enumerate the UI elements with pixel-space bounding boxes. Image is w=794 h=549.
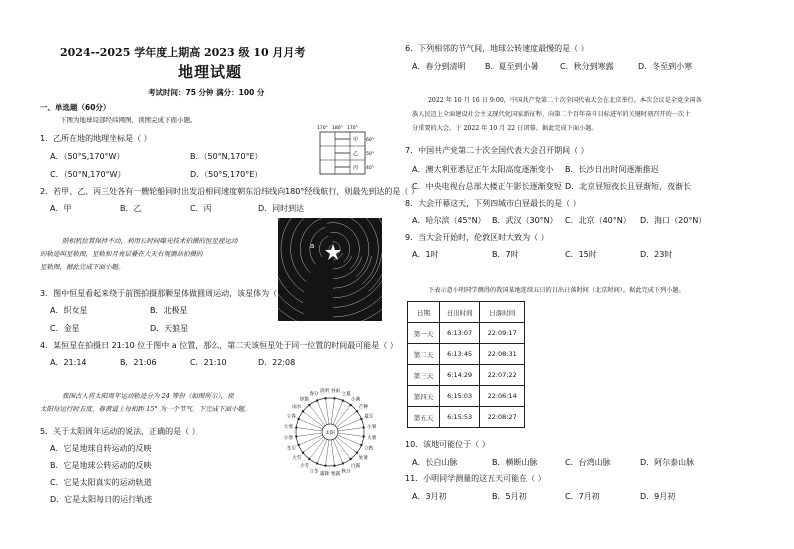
exam-info: 考试时间：75 分钟 满分：100 分 — [148, 88, 265, 97]
star-trail-photo — [278, 218, 382, 321]
solar-term-label: 小寒 — [283, 436, 293, 442]
solar-term-label: 冬至 — [286, 446, 296, 452]
option[interactable]: C．中央电视台总部大楼正午影长逐渐变短 — [412, 182, 562, 191]
term-spoke — [296, 433, 322, 436]
table-cell: 22:07:22 — [480, 365, 525, 386]
option[interactable]: B．它是地球公转运动的反映 — [50, 461, 152, 470]
star-trail-arc — [333, 256, 372, 288]
solar-term-label: 白露 — [350, 463, 361, 469]
table-cell: 6:13:45 — [439, 344, 479, 365]
grid-lat-label: 60° — [366, 138, 374, 143]
grid-point-label: 丙 — [353, 165, 359, 171]
intro-text: 下图为地球局部经纬网图，读图完成下面小题。 — [60, 116, 197, 124]
option[interactable]: D．同时到达 — [258, 204, 305, 213]
term-spoke — [326, 398, 329, 424]
question-stem: 1．乙所在地的地理坐标是（ ） — [40, 134, 152, 143]
table-header-cell: 日落时间 — [480, 302, 525, 323]
solar-term-label: 秋分 — [341, 469, 351, 475]
option[interactable]: B．夏至到小暑 — [485, 62, 539, 71]
term-spoke — [303, 411, 324, 427]
term-dot — [297, 418, 299, 420]
table-row — [408, 365, 525, 386]
grid-lon-label: 180° — [332, 126, 343, 131]
star-trail-arc — [278, 218, 316, 321]
term-dot — [308, 404, 310, 406]
option[interactable]: C．金星 — [50, 324, 80, 333]
sunrise-sunset-table — [407, 301, 525, 428]
star-trail-arc — [281, 218, 315, 292]
term-dot — [316, 462, 318, 464]
table-header-row — [408, 302, 525, 323]
table-cell: 6:15:53 — [439, 407, 479, 428]
option[interactable]: A．3月初 — [412, 492, 447, 501]
solar-term-label: 雨水 — [292, 405, 302, 411]
option[interactable]: A．它是地球自转运动的反映 — [50, 444, 152, 453]
table-cell: 22:06:14 — [480, 386, 525, 407]
question-stem: 10．该地可能位于（ ） — [405, 440, 490, 449]
star-trail-arc — [278, 218, 306, 321]
intro-text: 的轨迹叫星轨图，星轨和月亮层叠在大天右观测站拍摄的 — [40, 250, 203, 258]
term-dot — [363, 426, 365, 428]
term-dot — [349, 458, 351, 460]
north-star-icon — [325, 244, 341, 260]
term-dot — [302, 451, 304, 453]
table-cell: 第四天 — [408, 386, 440, 407]
question-stem: 9．当大会开始时，伦敦区时大致为（ ） — [405, 233, 549, 242]
option[interactable]: A．织女星 — [50, 306, 88, 315]
solar-term-label: 谷雨 — [330, 388, 341, 394]
option[interactable]: A．春分到清明 — [412, 62, 466, 71]
option[interactable]: C．15时 — [565, 250, 597, 259]
term-dot — [342, 462, 344, 464]
question-stem: 3．图中恒星看起来绕于前图拍摄那颗星体做圆周运动，该星体为（ ） — [40, 289, 288, 298]
question-stem: 5．关于太阳周年运动的说法，正确的是（ ） — [40, 427, 200, 436]
option[interactable]: B．横断山脉 — [492, 458, 538, 467]
option[interactable]: C．秋分到寒露 — [560, 62, 614, 71]
term-spoke — [333, 439, 343, 463]
table-cell: 第二天 — [408, 344, 440, 365]
solar-term-label: 大雪 — [292, 456, 302, 462]
term-spoke — [317, 439, 327, 463]
star-trail-arc — [278, 218, 309, 314]
intro-text: 族人民迈上全面建设社会主义现代化国家新征程、向第二个百年奋斗目标进军的关键时刻召开的一次十 — [412, 111, 691, 118]
intro-text: 2022 年 10 月 16 日 9:00，中国共产党第二十次全国代表大会在北京举行。本次会议是全党全国各 — [428, 97, 702, 104]
table-row — [408, 386, 525, 407]
option[interactable]: B．长沙日出时间逐渐推迟 — [565, 165, 659, 174]
term-dot — [295, 435, 297, 437]
star-trail-arc — [327, 223, 359, 270]
term-dot — [316, 399, 318, 401]
term-spoke — [299, 435, 323, 445]
table-cell: 22:08:31 — [480, 344, 525, 365]
term-spoke — [335, 438, 351, 459]
option[interactable]: A．（50°S,170°W） — [50, 152, 125, 161]
option[interactable]: C．（50°N,170°W） — [50, 170, 126, 179]
term-dot — [302, 410, 304, 412]
grid-lat-label: 50° — [366, 152, 374, 157]
term-dot — [297, 444, 299, 446]
solar-term-label: 小雪 — [299, 463, 310, 469]
star-trail-arc — [333, 218, 382, 321]
intro-text: 星轨图，据此完成下面小题。 — [40, 263, 125, 271]
grid-point-label: 乙 — [353, 151, 359, 157]
term-dot — [333, 397, 335, 399]
option[interactable]: B．5月初 — [492, 492, 527, 501]
grid-lat-label: 40° — [366, 166, 374, 171]
option[interactable]: D．22:08 — [258, 358, 296, 367]
option[interactable]: B．7时 — [492, 250, 519, 259]
table-cell: 第五天 — [408, 407, 440, 428]
term-spoke — [326, 440, 329, 466]
option[interactable]: D．海口（20°N） — [640, 216, 707, 225]
option[interactable]: B．北极星 — [150, 306, 188, 315]
table-cell: 22:09:17 — [480, 323, 525, 344]
table-row — [408, 407, 525, 428]
term-dot — [360, 418, 362, 420]
sun-center-label: 太阳 — [325, 431, 335, 436]
term-spoke — [331, 440, 334, 466]
term-spoke — [296, 428, 322, 431]
term-spoke — [309, 405, 325, 426]
option[interactable]: D．23时 — [640, 250, 673, 259]
question-stem: 7．中国共产党第二十次全国代表大会召开期间（ ） — [405, 146, 589, 155]
star-trail-arc — [278, 218, 310, 321]
term-spoke — [299, 419, 323, 429]
option[interactable]: A．甲 — [50, 204, 72, 213]
term-dot — [356, 451, 358, 453]
term-dot — [308, 458, 310, 460]
solar-term-label: 立冬 — [309, 469, 319, 475]
star-trail-arc — [333, 244, 382, 317]
solar-term-label: 大寒 — [283, 425, 293, 431]
term-dot — [363, 435, 365, 437]
question-stem: 6．下列相邻的节气间，地球公转速度最慢的是（ ） — [405, 44, 589, 53]
option[interactable]: D．（50°S,170°E） — [190, 170, 263, 179]
solar-term-label: 清明 — [319, 388, 330, 394]
table-cell: 6:14:29 — [439, 365, 479, 386]
option[interactable]: C．21:10 — [190, 358, 227, 367]
question-stem: 4．某恒星在拍摄日 21:10 位于图中 a 位置，那么，第二天该恒星处于同一位置的时间最可能是（ ） — [40, 341, 398, 350]
option[interactable]: D．天狼星 — [150, 324, 189, 333]
term-dot — [333, 465, 335, 467]
term-dot — [360, 444, 362, 446]
option[interactable]: B．（50°N,170°E） — [190, 152, 263, 161]
option[interactable]: D．冬至到小寒 — [638, 62, 693, 71]
option[interactable]: A．哈尔滨（45°N） — [412, 216, 486, 225]
term-spoke — [338, 433, 364, 436]
solar-term-label: 霜降 — [319, 472, 330, 478]
table-cell: 22:08:27 — [480, 407, 525, 428]
term-spoke — [335, 405, 351, 426]
option[interactable]: C．台湾山脉 — [565, 458, 611, 467]
question-stem: 2．若甲、乙、丙三处各有一艘轮船同时出发沿相同速度朝东沿纬线向180°经线航行，则最先到达的是（ ） — [40, 187, 419, 196]
solar-term-label: 立夏 — [341, 391, 351, 397]
lat-lon-grid-figure — [315, 122, 377, 180]
term-spoke — [336, 411, 357, 427]
solar-term-label: 小满 — [350, 397, 361, 403]
term-spoke — [331, 398, 334, 424]
subject-title: 地理试题 — [178, 63, 243, 81]
term-dot — [324, 465, 326, 467]
solar-term-label: 芒种 — [358, 405, 368, 411]
grid-lon-label: 170° — [317, 126, 328, 131]
term-spoke — [337, 419, 361, 429]
term-spoke — [338, 428, 364, 431]
question-stem: 11．小明同学测量的这五天可能在（ ） — [405, 474, 546, 483]
option[interactable]: B．武汉（30°N） — [492, 216, 558, 225]
option[interactable]: D．阿尔泰山脉 — [640, 458, 695, 467]
option[interactable]: C．7月初 — [565, 492, 600, 501]
option[interactable]: A．1时 — [412, 250, 439, 259]
term-dot — [342, 399, 344, 401]
option[interactable]: A．21:14 — [50, 358, 87, 367]
star-trail-arc — [278, 218, 323, 321]
option[interactable]: C．丙 — [190, 204, 212, 213]
solar-term-label: 春分 — [309, 391, 319, 397]
solar-term-label: 处暑 — [358, 456, 368, 462]
intro-text: 我国古人将太阳周年运动轨迹分为 24 等份（如图所示），视 — [62, 392, 234, 400]
intro-text: 太阳每运行时五度，春黄道上每相距 15° 为一个节气。下完成下面小题。 — [40, 405, 251, 413]
term-dot — [295, 426, 297, 428]
option[interactable]: D．北京昼短夜长且昼渐短，夜渐长 — [565, 182, 692, 191]
solar-term-label: 立秋 — [364, 446, 374, 452]
table-header-cell: 日期 — [408, 302, 440, 323]
table-cell: 6:15:03 — [439, 386, 479, 407]
solar-term-label: 夏至 — [364, 414, 374, 420]
star-trail-arc — [291, 218, 319, 282]
term-dot — [349, 404, 351, 406]
exam-header: 2024--2025 学年度上期高 2023 级 10 月月考 — [60, 46, 306, 59]
term-spoke — [317, 401, 327, 425]
solar-term-label: 大暑 — [367, 436, 377, 442]
solar-terms-diagram — [278, 380, 382, 484]
star-trail-rings — [278, 218, 382, 321]
solar-term-label: 立春 — [286, 414, 296, 420]
table-row — [408, 344, 525, 365]
option[interactable]: A．长白山脉 — [412, 458, 458, 467]
table-row — [408, 323, 525, 344]
option[interactable]: C．它是太阳真实的运动轨道 — [50, 478, 152, 487]
star-trail-arc — [319, 236, 328, 257]
table-cell: 第三天 — [408, 365, 440, 386]
option[interactable]: C．北京（40°N） — [565, 216, 631, 225]
intro-text: 下表示意小明同学测得的我国某地连续五日的日出日落时间（北京时间）。据此完成下列小题。 — [428, 287, 685, 294]
term-spoke — [303, 437, 324, 453]
solar-term-label: 小暑 — [367, 425, 377, 431]
intro-text: 分重要的大会。于 2022 年 10 月 22 日闭幕。据此完成下面小题。 — [412, 125, 598, 132]
table-header-cell: 日出时间 — [439, 302, 479, 323]
table-cell: 6:13:07 — [439, 323, 479, 344]
term-spoke — [309, 438, 325, 459]
solar-term-label: 寒露 — [330, 472, 341, 478]
question-stem: 8．大会开幕这天，下列四城市白昼最长的是（ ） — [405, 199, 581, 208]
section-heading: 一、单选题（60分） — [40, 103, 111, 112]
option[interactable]: B．乙 — [120, 204, 142, 213]
term-dot — [324, 397, 326, 399]
option[interactable]: D．它是太阳每日的运行轨迹 — [50, 495, 153, 504]
table-cell: 第一天 — [408, 323, 440, 344]
term-dot — [356, 410, 358, 412]
grid-lon-label: 170° — [347, 126, 358, 131]
photo-marker-label: a — [310, 242, 315, 250]
intro-text: 照相机位置保持不动，利用长时间曝光技术拍摄的恒星视运动 — [62, 237, 238, 245]
term-spoke — [337, 435, 361, 445]
star-trail-arc — [322, 218, 369, 277]
solar-term-label: 惊蛰 — [299, 397, 310, 403]
option[interactable]: B．21:06 — [120, 358, 157, 367]
grid-point-label: 甲 — [353, 137, 359, 143]
option[interactable]: D．9月初 — [640, 492, 676, 501]
term-spoke — [333, 401, 343, 425]
option[interactable]: A．澳大利亚悉尼正午太阳高度逐渐变小 — [412, 165, 554, 174]
term-spoke — [336, 437, 357, 453]
